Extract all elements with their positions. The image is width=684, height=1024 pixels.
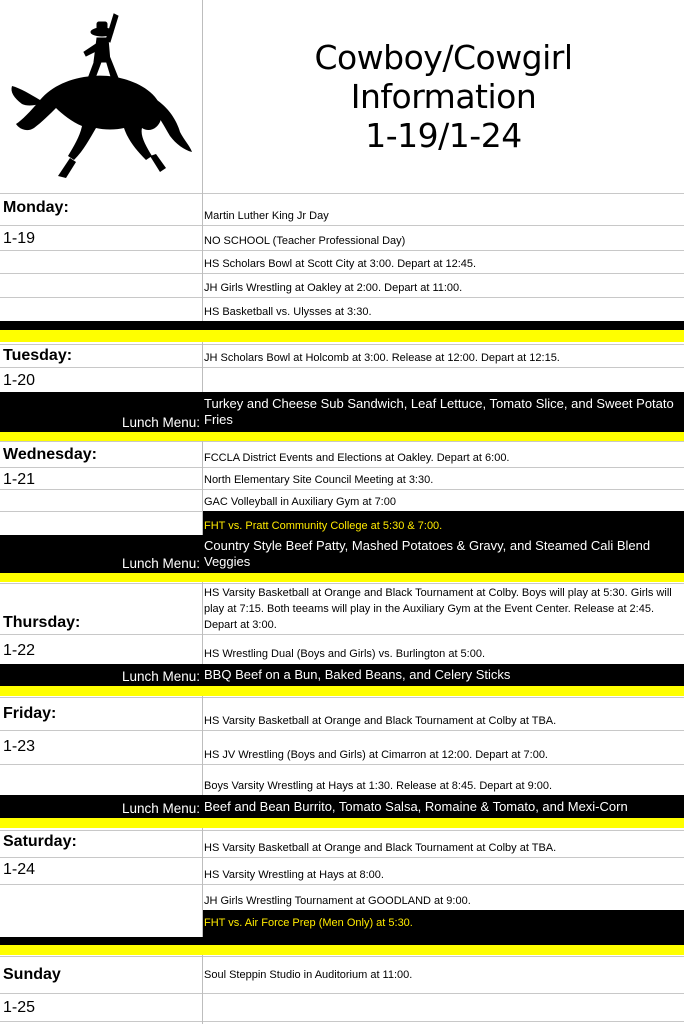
bucking-bronco-icon	[0, 0, 203, 193]
day-name-friday: Friday:	[3, 705, 57, 722]
event-item: HS Wrestling Dual (Boys and Girls) vs. Burlington at 5:00.	[204, 648, 486, 660]
event-item: HS JV Wrestling (Boys and Girls) at Cimarron at 12:00. Depart at 7:00.	[204, 749, 548, 761]
title-line-3: 1-19/1-24	[365, 116, 522, 155]
event-item: FCCLA District Events and Elections at Oakley. Depart at 6:00.	[204, 452, 510, 464]
event-item: JH Girls Wrestling at Oakley at 2:00. Depart at 11:00.	[204, 282, 463, 294]
event-item: NO SCHOOL (Teacher Professional Day)	[204, 235, 406, 247]
day-date-friday: 1-23	[3, 738, 36, 755]
day-date-monday: 1-19	[3, 230, 36, 247]
day-name-saturday: Saturday:	[3, 833, 77, 850]
event-item: HS Scholars Bowl at Scott City at 3:00. Depart at 12:45.	[204, 258, 477, 270]
lunch-menu-label-friday: Lunch Menu:	[0, 795, 203, 818]
event-item: HS Basketball vs. Ulysses at 3:30.	[204, 306, 372, 318]
day-name-wednesday: Wednesday:	[3, 446, 97, 463]
lunch-menu-friday: Beef and Bean Burrito, Tomato Salsa, Romaine & Tomato, and Mexi-Corn	[203, 795, 684, 818]
event-item: JH Girls Wrestling Tournament at GOODLAND at 9:00.	[204, 895, 471, 907]
title-line-1: Cowboy/Cowgirl	[314, 38, 573, 77]
event-item: GAC Volleyball in Auxiliary Gym at 7:00	[204, 496, 396, 508]
lunch-menu-thursday: BBQ Beef on a Bun, Baked Beans, and Celery Sticks	[203, 664, 684, 686]
lunch-menu-wednesday: Country Style Beef Patty, Mashed Potatoes & Gravy, and Steamed Cali Blend Veggies	[203, 535, 684, 573]
day-name-thursday: Thursday:	[3, 614, 81, 631]
divider-band-yellow	[0, 818, 684, 828]
divider-band-yellow	[0, 945, 684, 955]
event-item: Soul Steppin Studio in Auditorium at 11:00.	[204, 968, 413, 981]
event-item: North Elementary Site Council Meeting at 3:30.	[204, 474, 434, 486]
day-name-sunday: Sunday	[3, 966, 61, 983]
divider-band-yellow	[0, 573, 684, 582]
divider-band-yellow	[0, 686, 684, 696]
day-date-wednesday: 1-21	[3, 471, 36, 488]
title-line-2: Information	[350, 77, 537, 116]
event-item: Boys Varsity Wrestling at Hays at 1:30. Release at 8:45. Depart at 9:00.	[204, 780, 553, 792]
event-item-highlight: FHT vs. Air Force Prep (Men Only) at 5:30.	[203, 910, 684, 937]
divider-band-yellow	[0, 330, 684, 342]
day-name-tuesday: Tuesday:	[3, 347, 73, 364]
lunch-menu-tuesday: Turkey and Cheese Sub Sandwich, Leaf Lettuce, Tomato Slice, and Sweet Potato Fries	[203, 392, 684, 432]
logo-cell	[0, 0, 203, 193]
event-item: HS Varsity Basketball at Orange and Black Tournament at Colby. Boys will play at 5:30. Girls will play at 7:15. Both teeams will play in the Auxiliary Gym at the Event Center. Release at 2:45. Depart at 3:00.	[204, 587, 672, 631]
day-date-thursday: 1-22	[3, 642, 36, 659]
title-block	[203, 0, 684, 193]
event-item: HS Varsity Basketball at Orange and Black Tournament at Colby at TBA.	[204, 842, 557, 854]
day-date-tuesday: 1-20	[3, 372, 36, 389]
divider-band-black	[0, 937, 684, 945]
divider-band-yellow	[0, 432, 684, 441]
day-name-monday: Monday:	[3, 199, 69, 216]
lunch-menu-label-tuesday: Lunch Menu:	[0, 392, 203, 432]
page-title	[314, 38, 572, 155]
event-item: Martin Luther King Jr Day	[204, 210, 329, 222]
day-date-saturday: 1-24	[3, 861, 36, 878]
event-item: HS Varsity Wrestling at Hays at 8:00.	[204, 869, 384, 881]
event-item: HS Varsity Basketball at Orange and Black Tournament at Colby at TBA.	[204, 715, 557, 727]
event-item-highlight: FHT vs. Pratt Community College at 5:30 & 7:00.	[203, 511, 684, 535]
divider-band-black	[0, 321, 684, 330]
lunch-menu-label-thursday: Lunch Menu:	[0, 664, 203, 686]
lunch-menu-label-wednesday: Lunch Menu:	[0, 535, 203, 573]
day-date-sunday: 1-25	[3, 999, 36, 1016]
event-item: JH Scholars Bowl at Holcomb at 3:00. Release at 12:00. Depart at 12:15.	[204, 352, 560, 364]
